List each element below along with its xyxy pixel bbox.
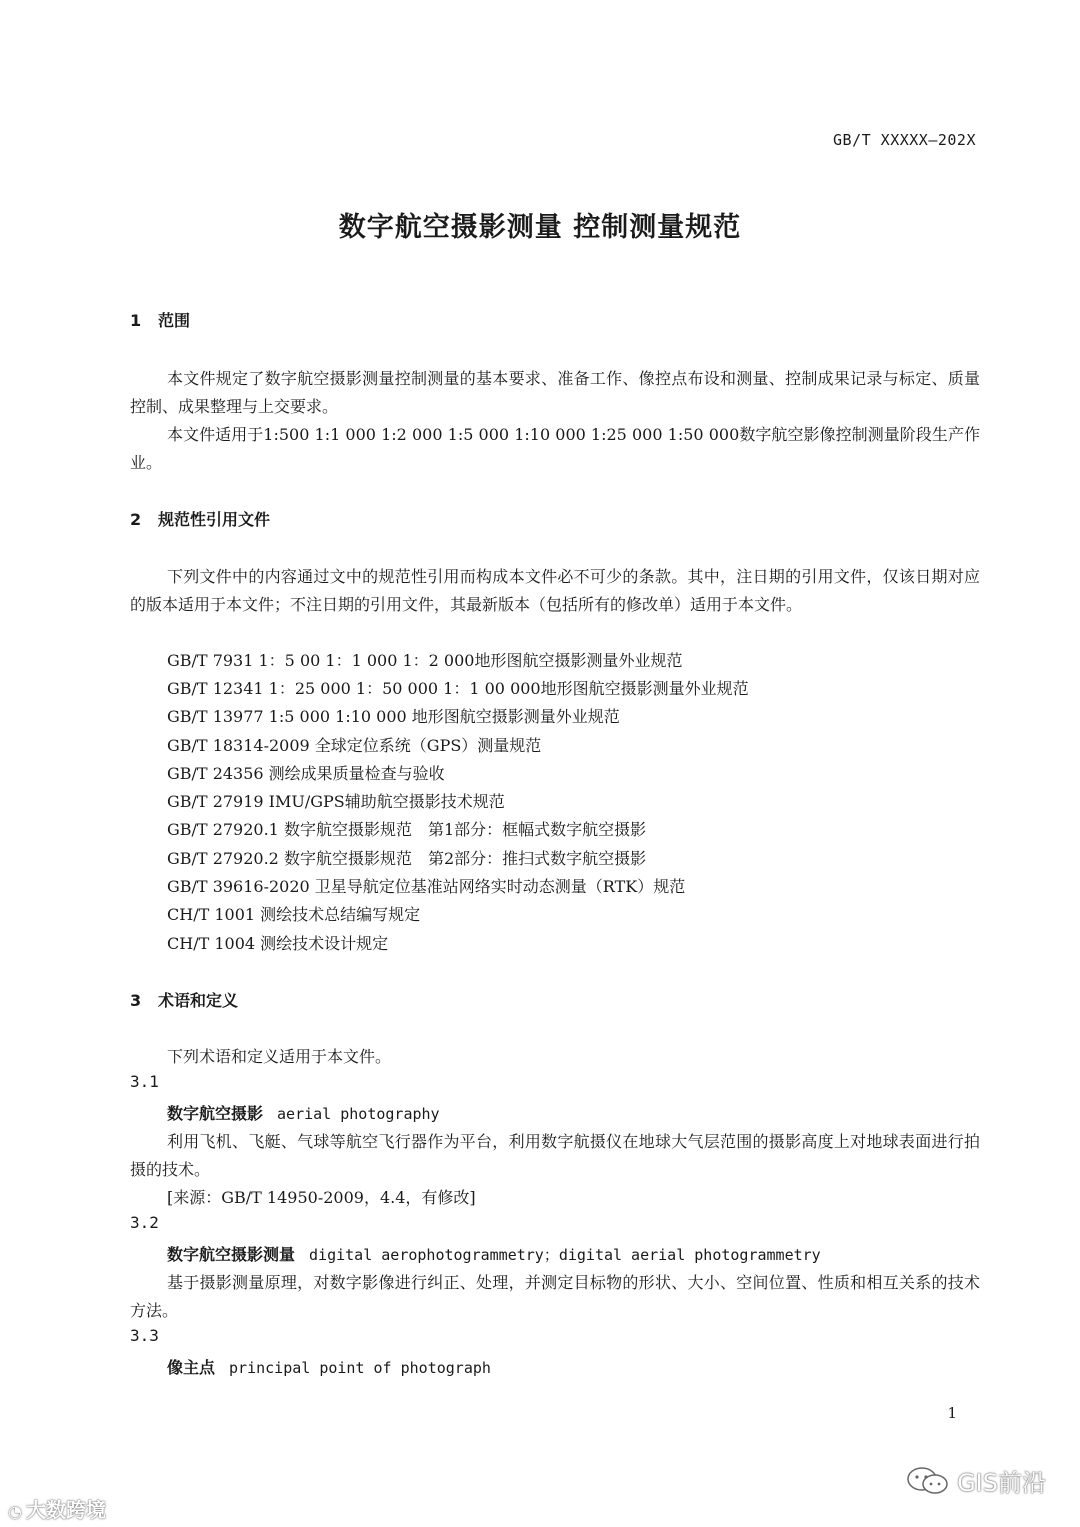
term-definition: 利用飞机、飞艇、气球等航空飞行器作为平台，利用数字航摄仪在地球大气层范围的摄影高度上对地球表面进行拍摄的技术。 [130,1132,980,1179]
scope-paragraph-1: 本文件规定了数字航空摄影测量控制测量的基本要求、准备工作、像控点布设和测量、控制成果记录与标定、质量控制、成果整理与上交要求。 [130,369,980,416]
term-chinese: 像主点 [167,1358,216,1377]
normative-intro: 下列文件中的内容通过文中的规范性引用而构成本文件必不可少的条款。其中，注日期的引用文件，仅该日期对应的版本适用于本文件；不注日期的引用文件，其最新版本（包括所有的修改单）适用于本文件。 [130,567,980,614]
section-heading-scope [130,308,190,331]
term-number: 3.1 [130,1072,159,1091]
section-title: 术语和定义 [158,991,239,1010]
reference-item: GB/T 27919 IMU/GPS辅助航空摄影技术规范 [167,792,505,811]
term-english: digital aerophotogrammetry；digital aerial photogrammetry [309,1246,821,1264]
reference-item: GB/T 24356 测绘成果质量检查与验收 [167,764,445,783]
page-number: 1 [947,1404,957,1422]
term-source: [来源：GB/T 14950-2009，4.4，有修改] [167,1188,476,1207]
term-number: 3.2 [130,1213,159,1232]
wechat-icon [905,1465,951,1497]
term-definition: 基于摄影测量原理，对数字影像进行纠正、处理，并测定目标物的形状、大小、空间位置、性质和相互关系的技术方法。 [130,1273,980,1320]
term-heading [167,1101,440,1124]
term-english: principal point of photograph [229,1359,491,1377]
term-number: 3.3 [130,1326,159,1345]
reference-item: GB/T 7931 1：5 00 1：1 000 1：2 000地形图航空摄影测量外业规范 [167,651,683,670]
watermark-left-text: 大数跨境 [25,1498,106,1522]
watermark-right-text: GIS前沿 [957,1469,1046,1497]
terms-intro: 下列术语和定义适用于本文件。 [167,1047,392,1066]
term-heading [167,1355,491,1378]
section-title: 范围 [158,311,191,330]
section-number: 2 [130,510,142,529]
reference-item: GB/T 27920.2 数字航空摄影规范 第2部分：推扫式数字航空摄影 [167,849,647,868]
term-heading [167,1242,821,1265]
watermark-right [905,1463,1046,1498]
reference-item: GB/T 12341 1：25 000 1：50 000 1：1 00 000地形图航空摄影测量外业规范 [167,679,749,698]
term-chinese: 数字航空摄影 [167,1104,264,1123]
weibo-logo-icon: ◔ [8,1502,22,1521]
section-heading-normative-references [130,507,270,530]
reference-item: CH/T 1004 测绘技术设计规定 [167,934,389,953]
reference-item: CH/T 1001 测绘技术总结编写规定 [167,905,421,924]
term-chinese: 数字航空摄影测量 [167,1245,296,1264]
document-title: 数字航空摄影测量 控制测量规范 [338,212,742,243]
section-number: 3 [130,991,142,1010]
reference-item: GB/T 18314-2009 全球定位系统（GPS）测量规范 [167,736,542,755]
document-code: GB/T XXXXX—202X [833,131,976,149]
term-english: aerial photography [277,1105,440,1123]
section-number: 1 [130,311,142,330]
watermark-left [8,1494,106,1523]
section-title: 规范性引用文件 [158,510,271,529]
reference-item: GB/T 39616-2020 卫星导航定位基准站网络实时动态测量（RTK）规范 [167,877,686,896]
reference-item: GB/T 13977 1:5 000 1:10 000 地形图航空摄影测量外业规范 [167,707,620,726]
reference-item: GB/T 27920.1 数字航空摄影规范 第1部分：框幅式数字航空摄影 [167,820,647,839]
section-heading-terms [130,988,238,1011]
scope-paragraph-2: 本文件适用于1:500 1:1 000 1:2 000 1:5 000 1:10 000 1:25 000 1:50 000数字航空影像控制测量阶段生产作业。 [130,425,980,472]
